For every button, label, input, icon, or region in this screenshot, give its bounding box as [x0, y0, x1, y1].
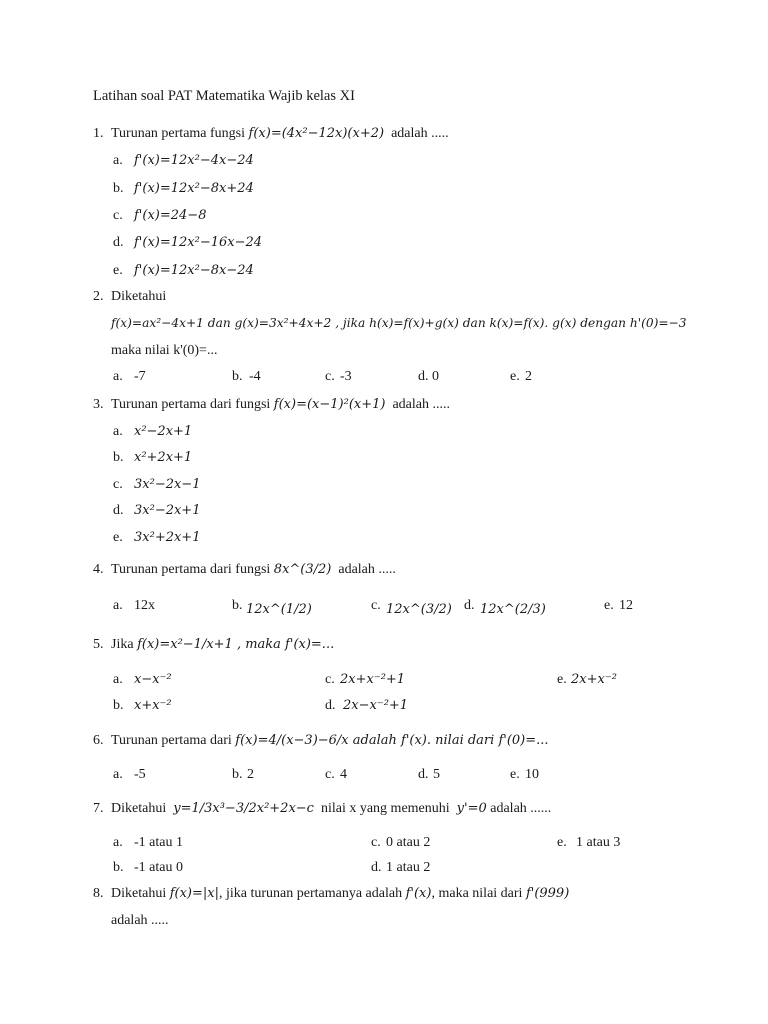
- q5-option-value: x−x⁻²: [134, 672, 172, 687]
- q5-option-label: c.: [325, 672, 335, 687]
- page-title: Latihan soal PAT Matematika Wajib kelas XI: [93, 88, 355, 104]
- q8-tail: adalah .....: [111, 913, 169, 928]
- q4-option-value: 12x^(1/2): [246, 602, 312, 617]
- q1-stem: Turunan pertama fungsi: [111, 126, 246, 141]
- q5-option-value: 2x−x⁻²+1: [343, 698, 409, 713]
- q3-question: [111, 396, 450, 414]
- q6-option-value: 5: [433, 767, 440, 782]
- q2-option-label: d.: [418, 369, 429, 384]
- q8-derivative: f'(x): [405, 886, 432, 901]
- q3-option-value: 3x²+2x+1: [134, 530, 201, 545]
- q7-option-value: 0 atau 2: [386, 835, 431, 850]
- q1-option-value: f'(x)=12x²−8x+24: [134, 181, 254, 196]
- q4-option-value: 12x: [134, 598, 155, 613]
- q1-tail: adalah .....: [391, 126, 449, 141]
- q2-option-label: a.: [113, 369, 123, 384]
- q5-option-label: d.: [325, 698, 336, 713]
- q5-stem: Jika: [111, 637, 134, 652]
- q1-number: 1.: [93, 126, 104, 141]
- q7-option-value: 1 atau 3: [576, 835, 621, 850]
- q2-given: f(x)=ax²−4x+1 dan g(x)=3x²+4x+2 , jika h(x)=f(x)+g(x) dan k(x)=f(x). g(x) dengan h'(0)=−3: [111, 316, 687, 330]
- q5-option-label: e.: [557, 672, 567, 687]
- q8-question: [111, 885, 569, 903]
- q4-number: 4.: [93, 562, 104, 577]
- q7-option-label: e.: [557, 835, 567, 850]
- q6-number: 6.: [93, 733, 104, 748]
- q7-option-value: 1 atau 2: [386, 860, 431, 875]
- q2-option-value: 0: [432, 369, 439, 384]
- q6-option-value: 2: [247, 767, 254, 782]
- q6-question: [111, 732, 549, 750]
- q3-number: 3.: [93, 397, 104, 412]
- q4-stem: Turunan pertama dari fungsi: [111, 562, 271, 577]
- q3-option-value: 3x²−2x−1: [134, 477, 201, 492]
- q4-option-label: b.: [232, 598, 243, 613]
- q8-mid: , jika turunan pertamanya adalah: [219, 886, 403, 901]
- q7-option-value: -1 atau 0: [134, 860, 183, 875]
- q5-function: f(x)=x²−1/x+1 , maka f'(x)=...: [137, 637, 335, 652]
- q3-option-value: x²−2x+1: [134, 424, 193, 439]
- q1-option-value: f'(x)=12x²−8x−24: [134, 263, 254, 278]
- q7-option-value: -1 atau 1: [134, 835, 183, 850]
- q8-stem: Diketahui: [111, 886, 167, 901]
- q6-option-label: b.: [232, 767, 243, 782]
- q7-stem: Diketahui: [111, 801, 167, 816]
- q1-option-label: d.: [113, 235, 124, 250]
- q2-stem: Diketahui: [111, 289, 167, 304]
- q8-function: f(x)=|x|: [169, 886, 219, 901]
- q3-stem: Turunan pertama dari fungsi: [111, 397, 271, 412]
- q3-option-label: d.: [113, 503, 124, 518]
- q6-option-label: c.: [325, 767, 335, 782]
- q6-function: f(x)=4/(x−3)−6/x adalah f'(x). nilai dari f'(0)=...: [235, 733, 549, 748]
- q2-number: 2.: [93, 289, 104, 304]
- q4-option-label: a.: [113, 598, 123, 613]
- q6-option-label: e.: [510, 767, 520, 782]
- q1-option-value: f'(x)=24−8: [134, 208, 207, 223]
- q4-function: 8x^(3/2): [273, 562, 332, 577]
- q2-option-label: b.: [232, 369, 243, 384]
- q6-option-value: -5: [134, 767, 146, 782]
- q7-question: [111, 800, 551, 818]
- q7-mid: nilai x yang memenuhi: [320, 801, 450, 816]
- q2-option-value: -7: [134, 369, 146, 384]
- q5-number: 5.: [93, 637, 104, 652]
- q2-option-label: c.: [325, 369, 335, 384]
- q7-option-label: b.: [113, 860, 124, 875]
- q2-option-value: -3: [340, 369, 352, 384]
- q8-value: f'(999): [525, 886, 570, 901]
- q3-option-value: x²+2x+1: [134, 450, 193, 465]
- q3-option-label: a.: [113, 424, 123, 439]
- q1-option-value: f'(x)=12x²−16x−24: [134, 235, 263, 250]
- q2-question: maka nilai k'(0)=...: [111, 343, 218, 358]
- q6-option-value: 10: [525, 767, 539, 782]
- q1-question: [111, 125, 449, 143]
- q4-option-value: 12x^(2/3): [480, 602, 546, 617]
- q6-option-label: a.: [113, 767, 123, 782]
- q3-function: f(x)=(x−1)²(x+1): [273, 397, 386, 412]
- q5-option-value: 2x+x⁻²: [571, 672, 617, 687]
- q7-tail: adalah ......: [490, 801, 552, 816]
- q5-option-value: x+x⁻²: [134, 698, 172, 713]
- q6-option-value: 4: [340, 767, 347, 782]
- q1-function: f(x)=(4x²−12x)(x+2): [248, 126, 385, 141]
- q7-condition: y'=0: [456, 801, 487, 816]
- q5-option-label: b.: [113, 698, 124, 713]
- q7-function: y=1/3x³−3/2x²+2x−c: [173, 801, 314, 816]
- q7-option-label: c.: [371, 835, 381, 850]
- q1-option-label: a.: [113, 153, 123, 168]
- q3-option-label: c.: [113, 477, 123, 492]
- q4-tail: adalah .....: [338, 562, 396, 577]
- q3-option-value: 3x²−2x+1: [134, 503, 201, 518]
- q3-option-label: e.: [113, 530, 123, 545]
- q5-question: [111, 636, 334, 654]
- q8-mid2: , maka nilai dari: [431, 886, 523, 901]
- q6-stem: Turunan pertama dari: [111, 733, 232, 748]
- q4-option-value: 12: [619, 598, 633, 613]
- q3-tail: adalah .....: [392, 397, 450, 412]
- q5-option-label: a.: [113, 672, 123, 687]
- q1-option-label: b.: [113, 181, 124, 196]
- q7-number: 7.: [93, 801, 104, 816]
- q2-option-label: e.: [510, 369, 520, 384]
- q3-option-label: b.: [113, 450, 124, 465]
- q4-option-value: 12x^(3/2): [386, 602, 452, 617]
- q7-option-label: a.: [113, 835, 123, 850]
- q8-number: 8.: [93, 886, 104, 901]
- q1-option-label: e.: [113, 263, 123, 278]
- q4-option-label: d.: [464, 598, 475, 613]
- q2-option-value: 2: [525, 369, 532, 384]
- q4-option-label: e.: [604, 598, 614, 613]
- q2-option-value: -4: [249, 369, 261, 384]
- q7-option-label: d.: [371, 860, 382, 875]
- q6-option-label: d.: [418, 767, 429, 782]
- q1-option-value: f'(x)=12x²−4x−24: [134, 153, 254, 168]
- q4-option-label: c.: [371, 598, 381, 613]
- q5-option-value: 2x+x⁻²+1: [340, 672, 406, 687]
- q4-question: [111, 561, 396, 579]
- q1-option-label: c.: [113, 208, 123, 223]
